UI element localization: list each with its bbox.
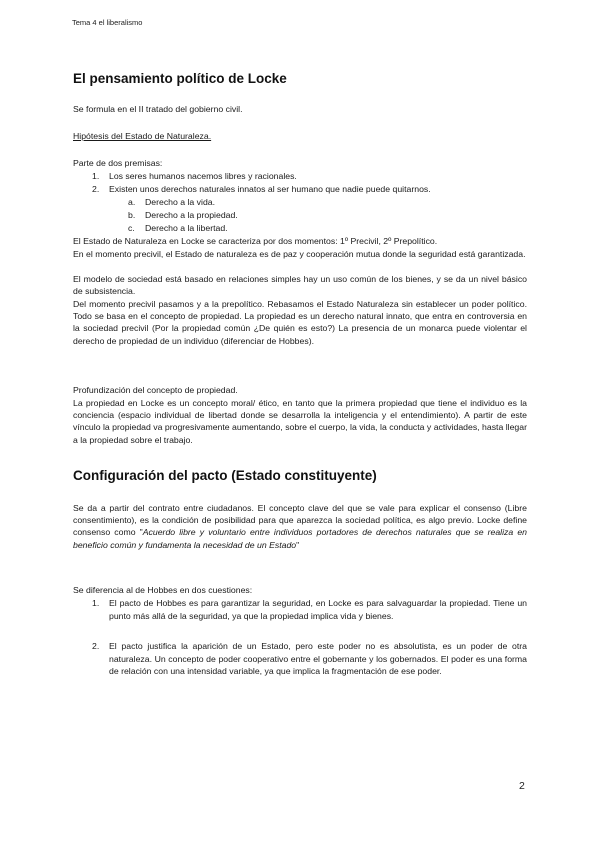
- page-header: Tema 4 el liberalismo: [72, 18, 143, 27]
- paragraph: La propiedad en Locke es un concepto moral/ ético, en tanto que la primera propiedad que tiene el individuo es la conciencia (espacio individual de libertad donde se desarrolla la inteligencia y el entendimiento). A partir de este vínculo la propiedad va progresivamente aumentando, sobre el cuerpo, la vida, la conducta y actividades, hasta llegar a la propiedad sobre el trabajo.: [73, 398, 527, 445]
- list-item: Derecho a la propiedad.: [145, 210, 238, 220]
- list-marker: b.: [128, 210, 136, 220]
- list-item: Derecho a la libertad.: [145, 223, 228, 233]
- list-item: Derecho a la vida.: [145, 197, 216, 207]
- consensus-definition: Acuerdo libre y voluntario entre individuos portadores de derechos naturales que se realiza en beneficio común y fundamenta la necesidad de un Estado: [73, 527, 527, 550]
- paragraph-text: ": [296, 539, 300, 550]
- diff-intro: Se diferencia al de Hobbes en dos cuestiones:: [73, 585, 253, 595]
- section-title-pact: Configuración del pacto (Estado constituyente): [73, 468, 377, 483]
- paragraph-consensus: [73, 502, 527, 551]
- subtitle-state-of-nature: Hipótesis del Estado de Naturaleza.: [73, 131, 212, 141]
- list-marker: 1.: [92, 171, 100, 181]
- list-marker: 1.: [92, 598, 100, 608]
- subtitle-property: Profundización del concepto de propiedad.: [73, 385, 238, 395]
- premises-intro: Parte de dos premisas:: [73, 158, 163, 168]
- paragraph-text: Se da a partir del contrato entre ciudadanos. El concepto clave del que se vale para explicar el consenso (Libre consentimiento), es la condición de posibilidad para que aparezca la sociedad política, es algo previo. Locke define consenso como ": [73, 503, 527, 538]
- list-item: El pacto de Hobbes es para garantizar la seguridad, en Locke es para salvaguardar la propiedad. Tiene un punto más allá de la seguridad, ya que la propiedad implica vida y bienes.: [109, 598, 527, 621]
- list-item: Existen unos derechos naturales innatos al ser humano que nadie puede quitarnos.: [109, 184, 431, 194]
- list-marker: 2.: [92, 641, 100, 651]
- paragraph: El Estado de Naturaleza en Locke se caracteriza por dos momentos: 1º Precivil, 2º Prepolítico.: [73, 236, 438, 246]
- paragraph: En el momento precivil, el Estado de naturaleza es de paz y cooperación mutua donde la seguridad está garantizada.: [73, 249, 526, 259]
- list-marker: c.: [128, 223, 135, 233]
- intro-paragraph: Se formula en el II tratado del gobierno civil.: [73, 104, 243, 114]
- paragraph: El modelo de sociedad está basado en relaciones simples hay un uso común de los bienes, y se da un nivel básico de subsistencia.: [73, 274, 527, 297]
- list-item: Los seres humanos nacemos libres y racionales.: [109, 171, 297, 181]
- page-number: 2: [519, 780, 525, 792]
- list-item: El pacto justifica la aparición de un Estado, pero este poder no es absolutista, es un poder de otra naturaleza. Un concepto de poder cooperativo entre el gobernante y los gobernados. El poder es una forma de relación con una intensidad variable, ya que implica la fragmentación de ese poder.: [109, 641, 527, 677]
- list-marker: 2.: [92, 184, 100, 194]
- list-marker: a.: [128, 197, 136, 207]
- section-title-locke: El pensamiento político de Locke: [73, 71, 287, 86]
- paragraph: Del momento precivil pasamos y a la prepolítico. Rebasamos el Estado Naturaleza sin establecer un poder político. Todo se basa en el concepto de propiedad. La propiedad es un derecho natural innato, que entra en controversia en la sociedad precivil (Por la propiedad común ¿De quién es esto?) La presencia de un monarca puede violentar el derecho de propiedad de un individuo (diferenciar de Hobbes).: [73, 299, 527, 346]
